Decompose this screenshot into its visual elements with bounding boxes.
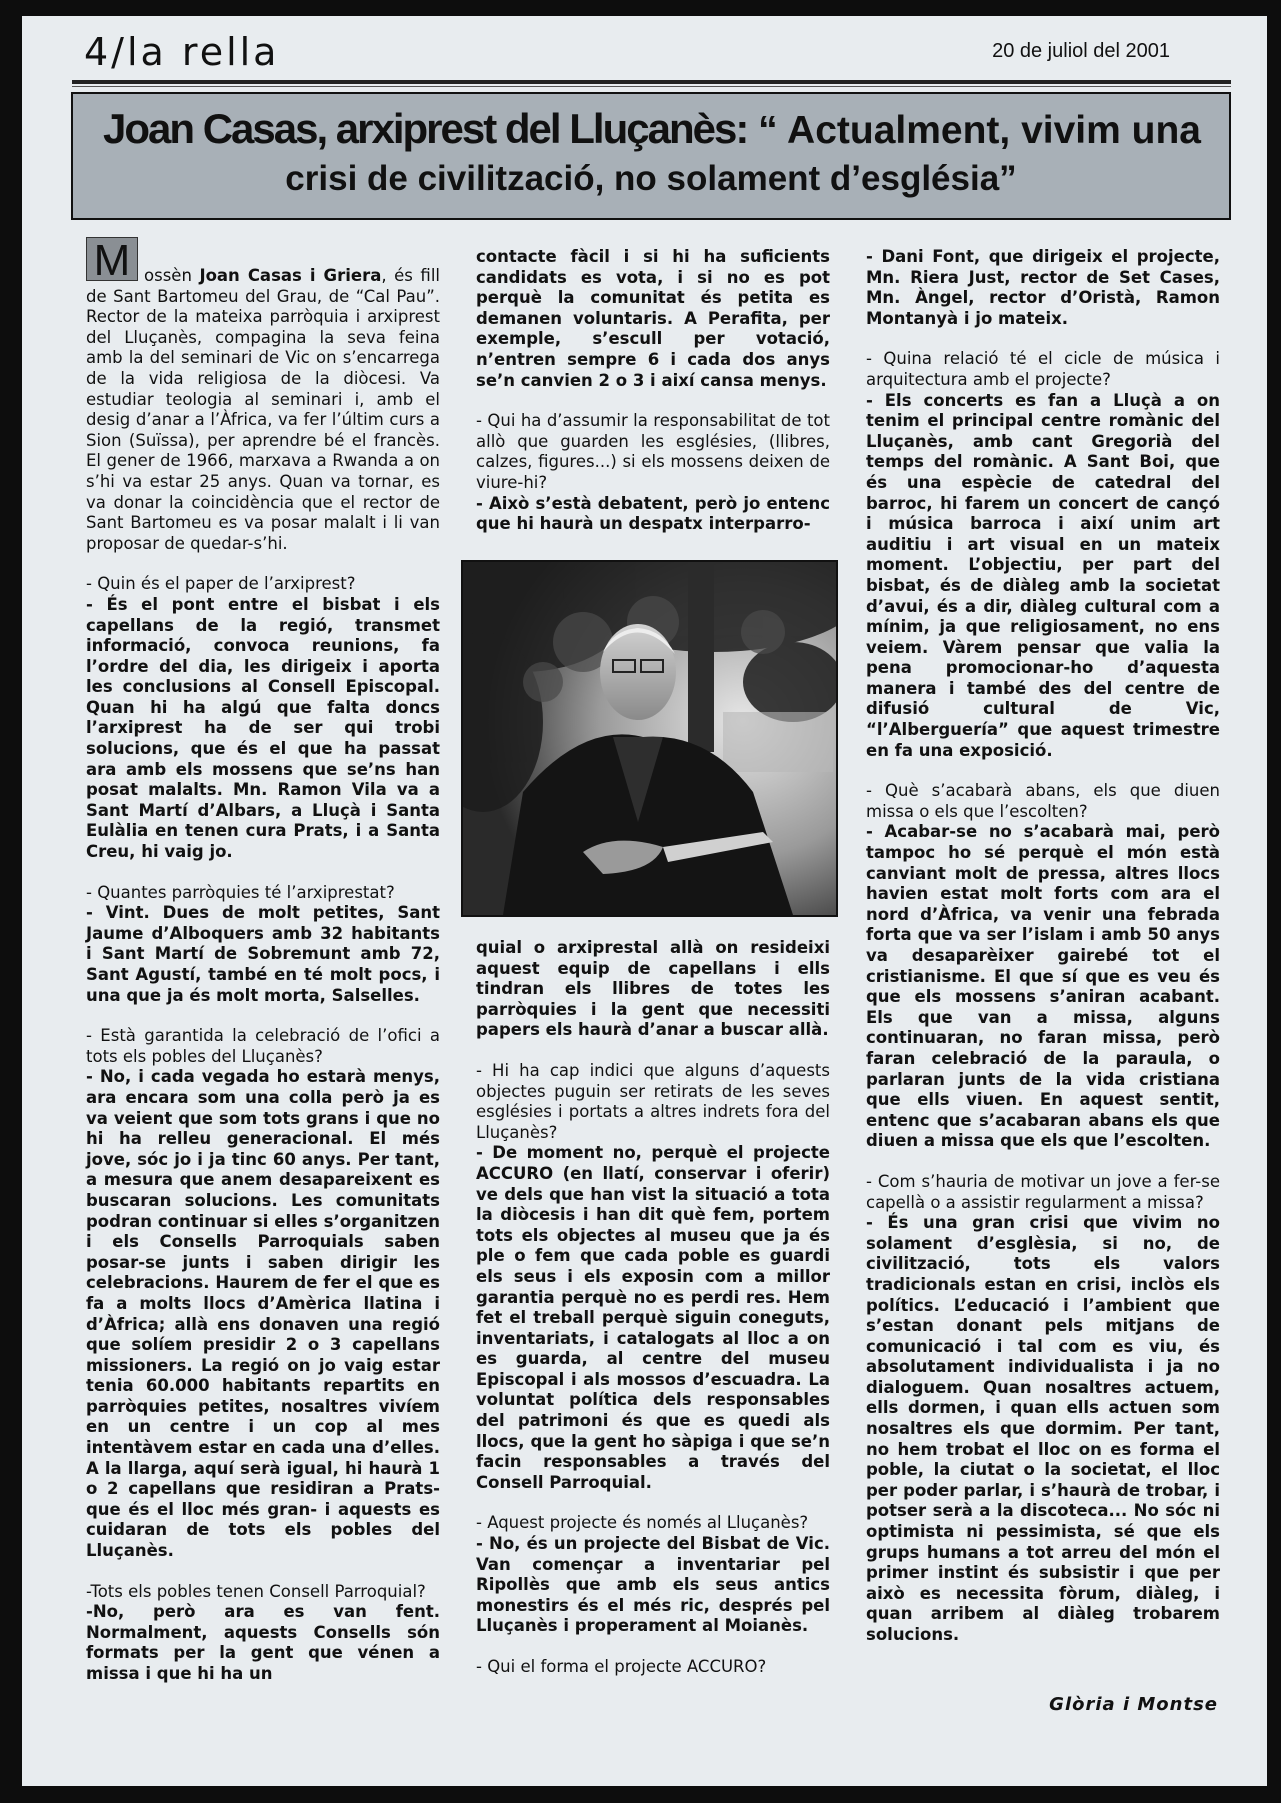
qa-item [866,349,1220,761]
question: - Què s’acabarà abans, els que diuen missa o els que l’escolten? [866,781,1220,821]
answer: - És una gran crisi que vivim no solament d’esglèsia, si no, de civilització, tots els valors tradicionals estan en crisi, inclòs els polítics. L’educació i l’ambient que s’estan donant pels mitjans de comunicació i tal com es viu, és absolutament individualista i ja no dialoguem. Quan nosaltres actuem, ells dormen, i quan ells actuen som nosaltres els que dormim. Per tant, no hem trobat el lloc on es forma el poble, la ciutat o la societat, el lloc per poder parlar, i s’haurà de trobar, i potser serà a la discoteca... No sóc ni optimista ni pessimista, sé que els grups humans a tot arreu del món el primer instint és subsistir i que per això es necessita fòrum, diàleg, i quan arribem al diàleg trobarem solucions. [866,1213,1220,1644]
column-2-top [476,247,830,535]
header-rule [72,80,1231,84]
qa-list [866,247,1220,1646]
qa-item [476,247,830,391]
question: - Hi ha cap indici que alguns d’aquests objectes puguin ser retirats de les seves esglésies i portats a altres indrets fora del Lluçanès? [476,1060,830,1142]
question: - Qui el forma el projecte ACCURO? [476,1657,767,1676]
headline-name: Joan Casas, arxiprest del Lluçanès: [103,105,748,152]
answer: - Vint. Dues de molt petites, Sant Jaume d’Alboquers amb 32 habitants i Sant Martí de Sobremunt amb 72, Sant Agustí, també en té molt pocs, i una que ja és molt morta, Salselles. [86,903,440,1005]
column-1 [86,236,440,1685]
answer: - És el pont entre el bisbat i els capellans de la regió, transmet informació, convoca reunions, fa l’ordre del dia, les dirigeix i aporta les conclusions al Consell Episcopal. Quan hi ha algú que falta doncs l’arxiprest ha de ser qui trobi solucions, que és el que ha passat ara amb els mossens que se’ns han posat malalts. Mn. Ramon Vila va a Sant Martí d’Albars, a Lluçà i Santa Eulàlia en tenen cura Prats, i a Santa Creu, hi vaig jo. [86,594,440,862]
answer: - Això s’està debatent, però jo entenc que hi haurà un despatx interparro- [476,493,830,534]
answer: contacte fàcil i si hi ha suficients candidats es vota, i si no es pot perquè la comunitat és petita es demanen voluntaris. A Perafita, per exemple, s’escull per votació, n’entren sempre 6 i cada dos anys se’n canvien 2 o 3 i així cansa menys. [476,247,830,390]
intro-paragraph: M ossèn Joan Casas i Griera, és fill de Sant Bartomeu del Grau, de “Cal Pau”. Rector de la mateixa parròquia i arxiprest del Lluçanès, compagina la seva feina amb la del seminari de Vic on s’encarrega de la vida religiosa de la diòcesi. Va estudiar teologia al seminari i, amb el desig d’anar a l’Àfrica, va fer l’últim curs a Sion (Suïssa), per aprendre bé el francès. El gener de 1966, marxava a Rwanda a on s’hi va estar 25 anys. Quan va tornar, es va donar la coincidència que el rector de Sant Bartomeu es va posar malalt i li van proposar de quedar-s’hi. [86,236,440,553]
page-number: 4/la rella [84,30,280,74]
qa-list [476,938,830,1678]
question: - Aquest projecte és només al Lluçanès? [476,1513,809,1533]
qa-item [866,781,1220,1152]
question: - Qui ha d’assumir la responsabilitat de tot allò que guarden les esglésies, (llibres, calzes, figures...) si els mossens deixen de viure-hi? [476,411,830,492]
qa-item [476,1657,830,1678]
qa-item [86,574,440,862]
headline-quote-part-2: crisi de civilització, no solament d’església” [285,159,1017,198]
qa-item [476,1061,830,1493]
answer: - Dani Font, que dirigeix el projecte, Mn. Riera Just, rector de Set Cases, Mn. Àngel, rector d’Oristà, Ramon Montanyà i jo mateix. [866,247,1220,328]
interviewee-photo [461,560,838,917]
qa-item [476,411,830,535]
column-2-bottom [476,938,830,1678]
qa-list [476,247,830,535]
question: -Tots els pobles tenen Consell Parroquial? [86,1581,426,1601]
answer: - No, és un projecte del Bisbat de Vic. Van començar a inventariar pel Ripollès que amb els seus antics monestirs és el més ric, després pel Lluçanès i properament al Moianès. [476,1534,830,1636]
question: - Quina relació té el cicle de música i arquitectura amb el projecte? [866,349,1220,389]
headline-line-1 [89,104,1215,156]
answer: - No, i cada vegada ho estarà menys, ara encara som una colla però ja es va veient que som tots grans i que no hi ha relleu generacional. El més jove, sóc jo i ja tinc 60 anys. Per tant, a mesura que anem desapareixent es buscaran solucions. Les comunitats podran continuar si elles s’organitzen i els Consells Parroquials saben posar-se junts i saben dirigir les celebracions. Haurem de fer el que es fa a molts llocs d’Amèrica llatina i d’Àfrica; allà ens donaven una regió que solíem presidir 2 o 3 capellans missioners. La regió on jo vaig estar tenia 60.000 habitants repartits en parròquies petites, nosaltres vivíem en un centre i un cop al mes intentàvem estar en cada una d’elles. A la llarga, aquí serà igual, hi haurà 1 o 2 capellans que residiran a Prats- que és el lloc més gran- i aquests es cuidaran de tots els pobles del Lluçanès. [86,1067,440,1561]
column-3 [866,247,1220,1646]
answer: - Acabar-se no s’acabarà mai, però tampoc ho sé perquè el món està canviant molt de pressa, altres llocs havien estat molt forts com ara el nord d’Àfrica, va venir una febrada forta que va ser l’islam i amb 50 anys va desaparèixer gairebé tot el cristianisme. El que sí que es veu és que els mossens s’aniran acabant. Els que van a missa, alguns continuaran, no faran missa, però faran celebració de la paraula, o parlaran junts de la vida cristiana que ells viuen. En aquest sentit, entenc que s’acabaran abans els que diuen a missa que els que l’escolten. [866,822,1220,1151]
question: - Quantes parròquies té l’arxiprestat? [86,882,395,902]
answer: - Els concerts es fan a Lluçà a on tenim el principal centre romànic del Lluçanès, amb cant Gregorià del temps del romànic. A Sant Boi, que és una espècie de catedral del barroc, hi farem un concert de cançó i música barroca i així unim art auditiu i art visual en un mateix moment. L’objectiu, per part del bisbat, és de diàleg amb la societat d’avui, és a dir, diàleg cultural com a mínim, ja que religiosament, no ens veiem. Vàrem pensar que valia la pena promocionar-ho d’aquesta manera i també des del centre de difusió cultural de Vic, “l’Alberguería” que aquest trimestre en fa una exposició. [866,390,1220,760]
question: - Està garantida la celebració de l’ofici a tots els pobles del Lluçanès? [86,1026,440,1066]
qa-item [86,1582,440,1685]
answer: quial o arxiprestal allà on resideixi aquest equip de capellans i ells tindran els llibres de totes les parròquies i la gent que necessiti papers els haurà d’anar a buscar allà. [476,938,830,1040]
headline-quote-part-1: “ Actualment, vivim una [758,109,1201,152]
interviewee-name: Joan Casas i Griera [199,266,382,285]
byline: Glòria i Montse [1049,1694,1218,1715]
question: - Com s’hauria de motivar un jove a fer-se capellà o a assistir regularment a missa? [866,1171,1220,1212]
qa-item [86,883,440,1007]
photo-image [463,562,836,915]
question: - Quin és el paper de l’arxiprest? [86,574,356,594]
drop-cap: M [86,237,138,281]
qa-item [476,1513,830,1637]
qa-item [86,1026,440,1561]
header-rule-thin [72,86,1231,87]
qa-item [476,938,830,1041]
issue-date: 20 de juliol del 2001 [992,40,1170,62]
qa-list [86,574,440,1684]
qa-item [866,1172,1220,1646]
answer: -No, però ara es van fent. Normalment, aquests Consells són formats per la gent que vénen a missa i que hi ha un [86,1602,440,1683]
headline-box [71,92,1231,220]
answer: - De moment no, perquè el projecte ACCURO (en llatí, conservar i oferir) ve dels que han vist la situació a tota la diòcesis i han dit què fem, portem tots els objectes al museu que ja és ple o fem que cada poble es guardi els seus i els exposin com a millor garantia perquè no es perdi res. Hem fet el treball perquè siguin coneguts, inventariats, i catalogats al lloc a on es guarda, al centre del museu Episcopal i als mossos d’escuadra. La voluntat política dels responsables del patrimoni és que es quedi als llocs, que la gent ho sàpiga i que se’n facin responsables a través del Consell Parroquial. [476,1143,830,1492]
qa-item [866,247,1220,329]
